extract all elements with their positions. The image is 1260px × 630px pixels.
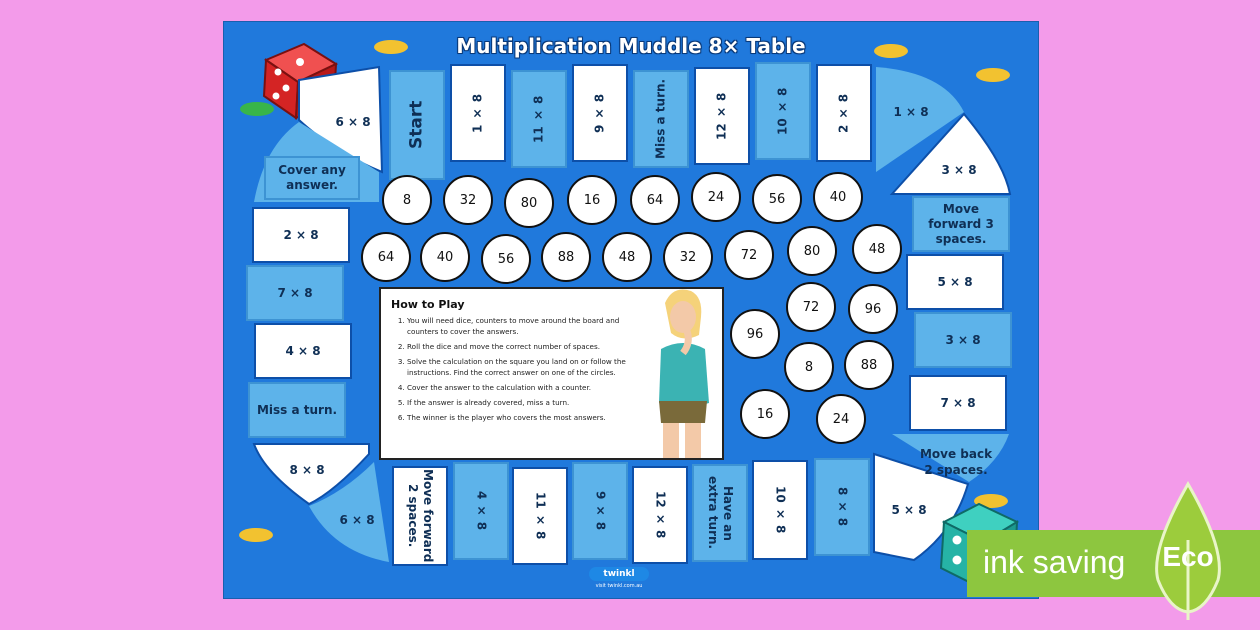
board-square: 11 × 8 — [511, 70, 567, 168]
board-square: Miss a turn. — [248, 382, 346, 438]
answer-circle[interactable]: 32 — [443, 175, 493, 225]
board-square: 2 × 8 — [816, 64, 872, 162]
answer-circle[interactable]: 96 — [730, 309, 780, 359]
board-square: 9 × 8 — [572, 462, 628, 560]
answer-circle[interactable]: 56 — [481, 234, 531, 284]
twinkl-url: visit twinkl.com.au — [595, 583, 643, 589]
step: 6. The winner is the player who covers the most answers. — [407, 412, 652, 423]
step: 5. If the answer is already covered, miss a turn. — [407, 397, 652, 408]
board-square: Miss a turn. — [633, 70, 689, 168]
corner-top-right-upper: 1 × 8 — [893, 105, 929, 119]
answer-circle[interactable]: 16 — [740, 389, 790, 439]
board-square: 7 × 8 — [246, 265, 344, 321]
board-square: 4 × 8 — [254, 323, 352, 379]
board-square: 5 × 8 — [906, 254, 1004, 310]
answer-circle[interactable]: 24 — [816, 394, 866, 444]
answer-circle[interactable]: 8 — [784, 342, 834, 392]
corner-bottom-left-upper: 8 × 8 — [289, 463, 325, 477]
board-square: 10 × 8 — [752, 460, 808, 560]
board-square: Move forward 2 spaces. — [392, 466, 448, 566]
answer-circle[interactable]: 32 — [663, 232, 713, 282]
step: 2. Roll the dice and move the correct number of spaces. — [407, 341, 652, 352]
answer-circle[interactable]: 24 — [691, 172, 741, 222]
board-square: 12 × 8 — [632, 466, 688, 564]
answer-circle[interactable]: 72 — [786, 282, 836, 332]
board-square: 12 × 8 — [694, 67, 750, 165]
answer-circle[interactable]: 72 — [724, 230, 774, 280]
answer-circle[interactable]: 64 — [361, 232, 411, 282]
board-square: 10 × 8 — [755, 62, 811, 160]
step: 1. You will need dice, counters to move around the board and counters to cover the answers. — [407, 315, 652, 337]
board-square: Move forward 3 spaces. — [912, 196, 1010, 252]
answer-circle[interactable]: 80 — [504, 178, 554, 228]
corner-bottom-right-upper: Move back 2 spaces. — [919, 447, 993, 477]
board-square: 2 × 8 — [252, 207, 350, 263]
page-title: Multiplication Muddle 8× Table — [456, 34, 806, 58]
corner-top-right-lower: 3 × 8 — [941, 163, 977, 177]
game-board — [223, 21, 1039, 599]
answer-circle[interactable]: 16 — [567, 175, 617, 225]
step: 4. Cover the answer to the calculation with a counter. — [407, 382, 652, 393]
step: 3. Solve the calculation on the square you land on or follow the instructions. Find the correct answer on one of the circles. — [407, 356, 652, 378]
board-square: Have an extra turn. — [692, 464, 748, 562]
board-square: 11 × 8 — [512, 467, 568, 565]
board-square: 7 × 8 — [909, 375, 1007, 431]
corner-bottom-left-lower: 6 × 8 — [339, 513, 375, 527]
board-square: 9 × 8 — [572, 64, 628, 162]
answer-circle[interactable]: 40 — [420, 232, 470, 282]
how-to-play-panel — [379, 287, 724, 460]
eco-badge: Eco — [1162, 541, 1214, 572]
twinkl-logo: twinkl — [589, 567, 649, 581]
answer-circle[interactable]: 48 — [852, 224, 902, 274]
board-square: Cover any answer. — [264, 156, 360, 200]
answer-circle[interactable]: 88 — [541, 232, 591, 282]
answer-circle[interactable]: 48 — [602, 232, 652, 282]
board-square: 1 × 8 — [450, 64, 506, 162]
corner-top-left: 6 × 8 — [335, 115, 371, 129]
answer-circle[interactable]: 64 — [630, 175, 680, 225]
answer-circle[interactable]: 96 — [848, 284, 898, 334]
eco-banner-label: ink saving — [983, 544, 1126, 580]
corner-bottom-right-lower: 5 × 8 — [891, 503, 927, 517]
board-square: 8 × 8 — [814, 458, 870, 556]
board-square: 3 × 8 — [914, 312, 1012, 368]
how-to-play-heading: How to Play — [391, 298, 465, 311]
answer-circle[interactable]: 80 — [787, 226, 837, 276]
start-square: Start — [389, 70, 445, 180]
how-to-play-steps — [393, 315, 652, 427]
answer-circle[interactable]: 88 — [844, 340, 894, 390]
answer-circle[interactable]: 8 — [382, 175, 432, 225]
answer-circle[interactable]: 56 — [752, 174, 802, 224]
board-square: 4 × 8 — [453, 462, 509, 560]
girl-thinking-illustration — [643, 283, 723, 463]
answer-circle[interactable]: 40 — [813, 172, 863, 222]
